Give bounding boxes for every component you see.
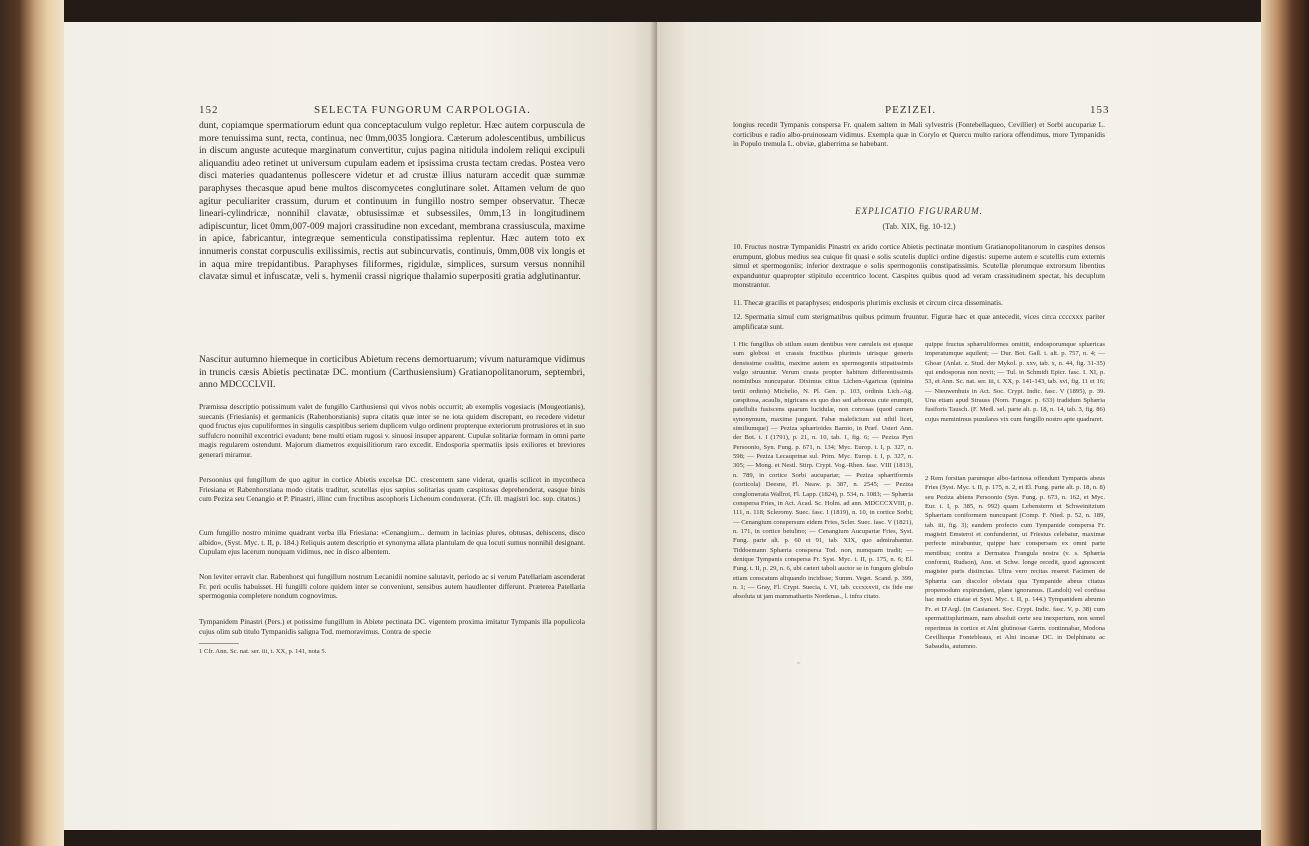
figure-12-text: 12. Spermatia simul cum sterigmatibus quibus primum fruuntur. Figuræ hæc et quæ antecedit, vices circa ccccxxx pariter amplificatæ sunt. xyxy=(733,312,1105,331)
page-smudge-mark: ᵐ xyxy=(797,660,801,668)
left-page-number: 152 xyxy=(199,104,219,116)
left-para-7: Tympanidem Pinastri (Pers.) et potissime fungillum in Abiete pectinata DC. vigentem proxima imitatur Tympanis illa populicola cujus olim sub titulo Tympanidis saligna Tod. memoravimus. Contra de specie xyxy=(199,617,585,636)
footnote-column-right-b: 2 Rem forsitan parumque albo-farinosa offendunt Tympanis abeus Fries (Syst. Myc. t. II, p. 175, n. 2, et El. Fung. parte alt. p. 18, n. 8) seu Peziza abiens Persoonio (Syn. Fung. p. 673, n. 162, et Myc. Eur. t. I, p. 385, n. 992) quam Lebensterm et Schweinitzium Sphæriam coniformem nuncupant (Comp. F. Nied. p. 52, n. 189, tab. iii, fig. 3); eandem profecto cum Tympanide conspersa Fr. magistri Emsteroi et confunderint, ut Friesius celebatur, maximæ perfecte mirabuntur, quippe hæc conspersam ex omni parte mentibus; contra a Dermatea Frangula nostra (v. s. Sphæria conformi, Rudson), Ann. et Schw. longe recedit, quod agnoscent magister puris distinctas. Ultra vero recitas reseret Facimen de Sphæria can discolor obviata qua Tympanide abeus citatus propemodum expirundant, plane ignoramus. (Landolt) vel confusa hac modo citatae et Syst. Myc. t. II, p. 144.) Tympanidem abrumo Fr. et D'Argl. (in Casianeet. Soc. Crypt. Indic. fasc. V, p. 38) cum spermatiisplurimam, nam absoluti certe seu inexpertum, non semel reperimus in cortice et Alni glutinosæ Gærtn. continnabar, Modona Cevillieque Fontebleaus, et Alni incanæ DC. in Delphinatu ac Sabaudia, autumno. xyxy=(925,475,1105,651)
book-edge-right xyxy=(1261,0,1309,846)
left-footnote: 1 Cfr. Ann. Sc. nat. ser. iii, t. XX, p. 141, nota 5. xyxy=(199,648,327,655)
figure-11-text: 11. Thecæ gracilis et paraphyses; endosporis plurimis exclusis et circum circa disseminatis. xyxy=(733,298,1003,307)
left-para-5: Cum fungillo nostro minime quadrant verba illa Friesiana: «Cenangium... demum in lacinias plures, obtusas, dehiscens, disco albido», (Syst. Myc. t. II, p. 184.) Reliquis autem descriptio et synonyma allata plantulam de qua locuti sumus nonnihil designant. Cupulam ejus lacerum nunquam vidimus, nec in disco albentem. xyxy=(199,528,585,557)
left-running-head: SELECTA FUNGORUM CARPOLOGIA. xyxy=(314,104,531,116)
explicatio-title: EXPLICATIO FIGURARUM. xyxy=(855,206,983,216)
left-para-3: Præmissa descriptio potissimum valet de fungillo Carthusiensi qui vivos nobis occurrit; ab exemplis vogesiacis (Mougeotianis), suecanis (Friesianis) et germanicis (Rabenhorstianis) supra citatis quæ inter se ne iota quidem discrepant, eo recedere videtur quod fructus ejus cupuliformes in singulis cæspitibus seriem duplicem vulgo ordinent propterque exteriorum protrusiores et in suo suffulcro nonnihil excentrici evadunt; bene multi etiam rugosi v. sinuosi insuper apparent. Cupulæ solitariæ formam in omni parte magis regularem ostendunt. Majorum diametros exquisilitiorum raro excedit. Endosporia spermatiis ipsis exiliores et breviores generari miramur. xyxy=(199,402,585,459)
book-spine-left xyxy=(0,0,64,846)
left-page xyxy=(64,22,657,830)
explicatio-subtitle: (Tab. XIX, fig. 10-12.) xyxy=(882,222,956,231)
left-para-4: Persoonius qui fungillum de quo agitur in cortice Abietis excelsæ DC. crescentem sane viderat, quælis scilicet in mycotheca Friesiana et Rabenhorstiana modo citatis traditur, scutellas ejus sæpius solitarias quam cæspitosas deprehenderat, easque binis cum Peziza seu Cenangio et P. Pinastri, illinc cum fructibus ascophoris Lichenum conduxerat. (Cfr. ill. magistri loc. sup. citatos.) xyxy=(199,475,585,504)
left-para-2: Nascitur autumno hiemeque in corticibus Abietum recens demortuarum; vivum naturamque vidimus in truncis cæsis Abietis pectinatæ DC. montium (Carthusiensium) Gratianopolitanorum, septembri, anno MDCCCLVII. xyxy=(199,354,585,391)
right-page-number: 153 xyxy=(1090,104,1110,116)
footnote-rule xyxy=(199,643,239,644)
footnote-column-left: 1 Hic fungillus ob stilum suum dentibus vere cæruleis est ejusque sum globosi et crassis fructibus plurimis utrisque generis densissime coalitis, maxime autem ex spermogoniis stipatissimis vulgo struuntur. Verum crasta propter habitum differentissimis nominibus nuncupatur. Diximus citius Lichen-Agaricus (quinina tertii ordinis) Michelio, N. Pl. Gen. p. 103, ordinis Lich.-Ag. cæspitosa, acaulis, nigricans ex quo duo sed arboreus cute erumpit, patellulis fusiscens quarum lucidulæ, non corrosas (quod cumen synonymum, maxime jungunt. Fabæ maleficium sui nihil licet, similiumque) — Peziza sphærioides Barnio, in Præf. Usteri Ann. der Bot. t. I (1791), p. 21, n. 10, tab. 1, fig. 6; — Peziza Pyri Persoonio, Syn. Fung. p. 671, n. 134; Myc. Europ. t. I, p. 327, n. 598; — Peziza Lecauprinæ sul. Prim. Myc. Europ. t. I, p. 327, n. 305; — Mong. et Nestl. Stirp. Crypt. Vog.-Rhen. fasc. VIII (1813), n. 789, in cortice Sorbi aucupariæ; — Peziza sphæriformis (corticola) Deesne, Fl. Neaw. p. 387, n. 2545; — Peziza conglomerata Wallrot, Fl. Lapp. (1824), p. 534, n. 1083; — Sphæria conspersa Fries, in Act. Acad. Sc. Holm. ad ann. MDCCCXVIII, p. 111, n. 118; Scleromy. Suec. fasc. I (1819), n. 10, in cortice Sorbi; — Cenangium conspersum eidem Fries, Scler. Suec. fasc. V (1821), n. 171, in cortice betulino; — Cenangium Aucupariæ Fries, Syst. Fung. parte alt. p. 60 et 91, tab. XIX, quo admirabantur. Tiddoemann Sphæria conspersa Tod. non, numquam tradit; — denique Tympanis conspersa Fr. Syst. Myc. t. II, p. 175, n. 6; El. Fung. t. II, p. 29, n. 6, ubi cæteri taboli auctor se in fungum globulo etiam conscatum aliquando incidisse; Summ. Veget. Scand. p. 399, n. 1; — Gray, Fl. Crypt. Suecia, t. VI, tab. cccxxxvii, cis fide me absoluta ut jam mammathartis Nordenas., l. infra citato. xyxy=(733,341,913,601)
figure-10-text: 10. Fructus nostræ Tympanidis Pinastri ex arido cortice Abietis pectinatæ montium Gratianopolitanorum in cæspites densos erumpunt, globus medius sea cuique fit quasi e solis scutelis duplici ordine digestis: superne autem e scutellis cum externis simul et spermogoniis; inferior dextraque e solis spermogoniis constipatissimis. Scutellæ plerumque extrorsum libentius expanduntur quapropter stipitulo eccentrico locent. Cæspites quibus quod ad veram crassitudinem spectat, his decuplum monstrantur. xyxy=(733,242,1105,290)
right-page xyxy=(657,22,1261,830)
left-para-6: Non leviter erravit clar. Rabenhorst qui fungillum nostrum Lecanidii nomine salutavit, periodo ac si verum Patellariam ascenderat Fr. peri oculis habuisset. Hi fungilli colore quidem inter se conveniunt, sensibus autem haudlenter differunt. Præterea Patellaria spermogonia completere nondum cognovimus. xyxy=(199,572,585,601)
footnote-column-right-a: quippe fructus sphæruliformes omittit, endosporumque sphæricas imperatumque aquilent; — Dur. Bot. Gall. t. alt. p. 757, n. 4; — Ghoar (Anlat. z. Stud. der Mykol. p. xxv, tab. x, n. 44, fig. 31-35) qui endosporas non novit; — Tul. in Schmidt Epicr. fasc. I. XI, p. 53, et Ann. Sc. nat. ser. iii, t. XX, p. 141-143, tab. xvi, fig. 11 et 16; — Nieuwenhuis in Act. Soc. Crypt. Indic. fasc. V (1895), p. 39. Una etiam apud Strauss (Nom. Fungor. p. 633) tradidum Sphæria fusiforis Tausch. (F. Medl. sel. parte alt. p. 18, n. 14, tab. 3, fig. 86) cujus meminimus puzulares vix cum fungillo nostro apte quadraret. xyxy=(925,341,1105,423)
left-para-1: dunt, copiamque spermatiorum edunt qua conceptaculum vulgo repletur. Hæc autem corpuscula de more tenuissima sunt, recta, continua, nec 0mm,0035 longiora. Cæterum adolescentibus, umbilicus in discum anguste acuteque marginatum convertitur, cujus pagina nitidula indolem reliqui excipuli aliquandiu adeo retinet ut universum cupulam eadem et ipsissima crusta tectam credas. Postea vero disci materies quadantenus pollescere videtur et ad crustæ illius naturam accedit quæ summæ paraphyses thecasque apud bene multos discomycetes conglutinare solet. Attamen velum de quo agitur peculiariter crassum, durum et continuum in fungillo nostro semper observatur. Thecæ lineari-cylindricæ, nonnihil clavatæ, obtusissimæ et subsessiles, 0mm,13 in longitudinem adipiscuntur, licet 0mm,007-009 majori crassitudine non excedant, membrana crassiuscula, maxime in apice, fabricantur, integræque sementicula constipatissima replentur. Hæc autem toto ex innumeris constat corpusculis exilissimis, rectis aut subincurvatis, continuis, 0mm,008 vix longis et in aqua mire trepidantibus. Paraphyses filiformes, rigidulæ, simplices, sursum versus nonnihil clavatæ simul et infuscatæ, veli s. hymenii crassi nigrique thalamio superpositi gratia adglutinantur. xyxy=(199,120,585,283)
right-intro: longius recedit Tympanis conspersa Fr. qualem saltem in Mali sylvestris (Fontebellaqueo, Cevillier) et Sorbi aucupariæ L. corticibus e radio albo-pruinoseam vidimus. Exempla quæ in Corylo et Quercu multo rariora offendimus, more Tympanidis in Populo tremula L. obviæ, glaberrima se habebant. xyxy=(733,120,1105,149)
right-running-head: PEZIZEI. xyxy=(885,104,937,116)
